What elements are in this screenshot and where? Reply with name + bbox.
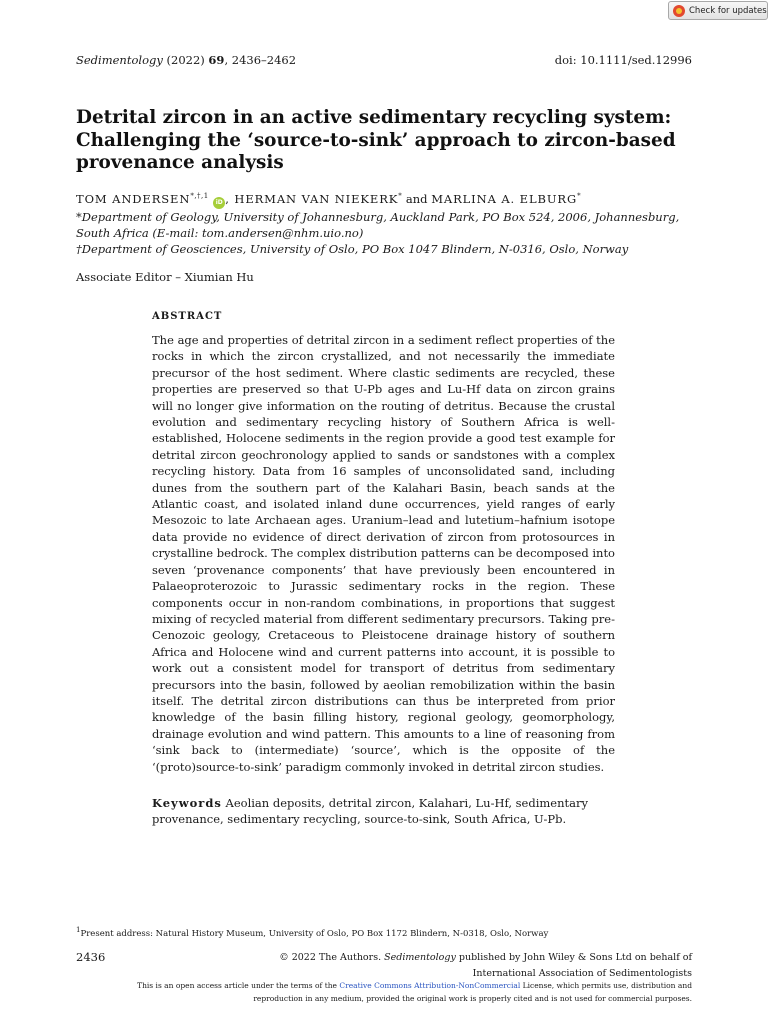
keywords-text: Aeolian deposits, detrital zircon, Kalahari, Lu-Hf, sedimentary provenance, sedimentary recycling, source-to-sink, South Africa, U-Pb. <box>152 796 588 827</box>
copyright-journal: Sedimentology <box>384 952 456 963</box>
article-title: Detrital zircon in an active sedimentary recycling system: Challenging the ‘source-to-sink’ approach to zircon-based provenance analysis <box>76 107 676 173</box>
check-for-updates-label: Check for updates <box>689 5 767 16</box>
license-link[interactable]: Creative Commons Attribution-NonCommercial <box>339 981 521 990</box>
footnote-mark: 1 <box>76 925 81 934</box>
license-prefix: This is an open access article under the terms of the <box>137 981 340 990</box>
author-name: TOM ANDERSEN <box>76 192 191 206</box>
author-marks: * <box>398 192 403 201</box>
crossmark-icon <box>673 5 685 17</box>
check-for-updates-button[interactable] <box>668 1 768 20</box>
author-and: and <box>402 192 432 206</box>
journal-volume: 69 <box>208 53 225 67</box>
footnote <box>76 925 548 939</box>
copyright-prefix: © 2022 The Authors. <box>279 952 385 963</box>
affiliation-oslo: †Department of Geosciences, University of Oslo, PO Box 1047 Blindern, N-0316, Oslo, Norway <box>76 242 629 256</box>
journal-pages: , 2436–2462 <box>224 53 297 67</box>
author-marks: * <box>577 192 582 201</box>
author-name: , HERMAN VAN NIEKERK <box>225 192 399 206</box>
journal-year: (2022) <box>166 53 205 67</box>
keywords <box>152 795 615 828</box>
author-marks: *,†,1 <box>190 192 209 201</box>
author-name: MARLINA A. ELBURG <box>431 192 578 206</box>
affiliation-johannesburg: *Department of Geology, University of Johannesburg, Auckland Park, PO Box 524, 2006, Johannesburg, South Africa (E-mail: tom.andersen@nhm.uio.no) <box>76 210 680 240</box>
abstract-body: The age and properties of detrital zircon in a sediment reflect properties of the rocks in which the zircon crystallized, and not necessarily the immediate precursor of the host sediment. Where clastic sediments are recycled, these properties are preserved so that U-Pb ages and Lu-Hf data on zircon grains will no longer give information on the routing of detritus. Because the crustal evolution and sedimentary recycling history of Southern Africa is well-established, Holocene sediments in the region provide a good test example for detrital zircon geochronology applied to sands or sandstones with a complex recycling history. Data from 16 samples of unconsolidated sand, including dunes from the southern part of the Kalahari Basin, beach sands at the Atlantic coast, and isolated inland dune occurrences, yield ranges of early Mesozoic to late Archaean ages. Uranium–lead and lutetium–hafnium isotope data provide no evidence of direct derivation of zircon from protosources in crystalline bedrock. The complex distribution patterns can be decomposed into seven ‘provenance components’ that have previously been encountered in Palaeoproterozoic to Jurassic sedimentary rocks in the region. These components occur in non-random combinations, in proportions that suggest mixing of recycled material from different sedimentary precursors. Taking pre-Cenozoic geology, Cretaceous to Pleistocene drainage history of southern Africa and Holocene wind and current patterns into account, it is possible to work out a consistent model for transport of detritus from sedimentary precursors into the basin, followed by aeolian remobilization within the basin itself. The detrital zircon distributions can thus be interpreted from prior knowledge of the basin filling history, regional geology, geomorphology, drainage evolution and wind pattern. This amounts to a line of reasoning from ‘sink back to (intermediate) ‘source’, which is the opposite of the ‘(proto)source-to-sink’ paradigm commonly invoked in detrital zircon studies. <box>152 333 615 774</box>
journal-citation <box>76 53 296 67</box>
license-suffix: License, which permits use, distribution and reproduction in any medium, provided the original work is properly cited and is not used for commercial purposes. <box>253 981 692 1003</box>
license-notice <box>132 980 692 1005</box>
copyright-notice <box>262 950 692 981</box>
orcid-icon[interactable]: iD <box>213 197 225 209</box>
doi: doi: 10.1111/sed.12996 <box>554 53 692 67</box>
journal-name: Sedimentology <box>76 53 163 67</box>
abstract-heading: ABSTRACT <box>152 311 223 322</box>
copyright-suffix: published by John Wiley & Sons Ltd on behalf of International Association of Sedimentologists <box>455 952 692 979</box>
associate-editor: Associate Editor – Xiumian Hu <box>76 270 254 284</box>
page-number: 2436 <box>76 950 106 964</box>
author-list <box>76 192 581 209</box>
footnote-text: Present address: Natural History Museum, University of Oslo, PO Box 1172 Blindern, N-0318, Oslo, Norway <box>80 928 549 939</box>
keywords-label: Keywords <box>152 796 222 810</box>
